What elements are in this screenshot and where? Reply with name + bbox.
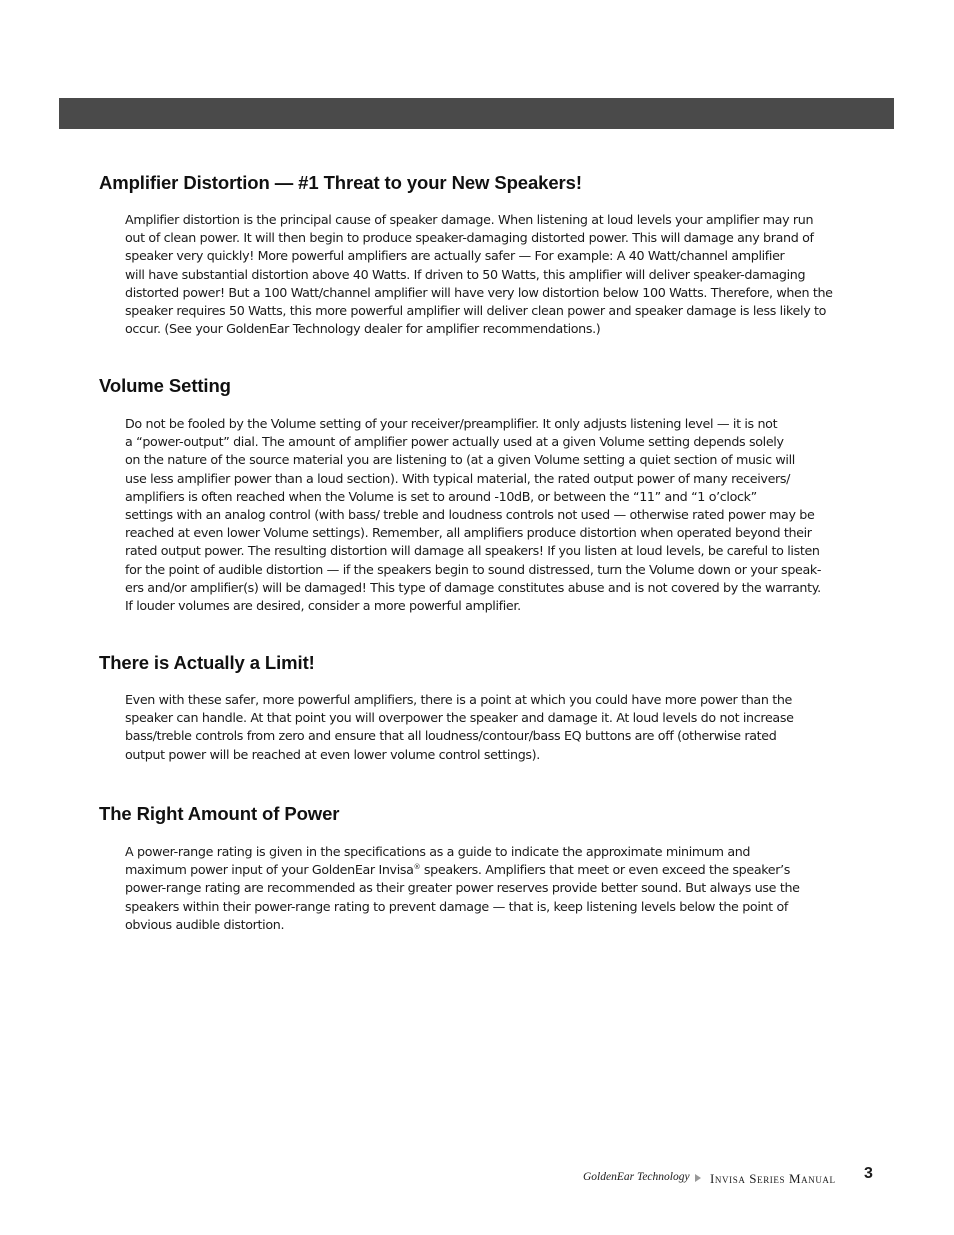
section-heading: The Right Amount of Power xyxy=(99,803,340,824)
body-line: Do not be fooled by the Volume setting of your receiver/preamplifier. It only adjusts listening level — it is not xyxy=(125,416,778,431)
section-body xyxy=(125,211,885,338)
body-line: use less amplifier power than a loud section). With typical material, the rated output power of many receivers/ xyxy=(125,470,791,486)
body-line: occur. (See your GoldenEar Technology dealer for amplifier recommendations.) xyxy=(125,321,601,337)
footer-brand: GoldenEar Technology xyxy=(583,1171,690,1183)
footer-manual-title: Invisa Series Manual xyxy=(710,1171,836,1186)
section-body xyxy=(125,691,885,764)
body-line: speaker requires 50 Watts, this more powerful amplifier will deliver clean power and speaker damage is less likely to xyxy=(125,303,827,319)
section-heading: Amplifier Distortion — #1 Threat to your New Speakers! xyxy=(99,172,582,193)
body-line: If louder volumes are desired, consider a more powerful amplifier. xyxy=(125,598,521,614)
body-line: speakers within their power-range rating to prevent damage — that is, keep listening levels below the point of xyxy=(125,898,789,914)
body-line: rated output power. The resulting distortion will damage all speakers! If you listen at loud levels, be careful to listen xyxy=(125,543,820,559)
body-line: distorted power! But a 100 Watt/channel amplifier will have very low distortion below 100 Watts. Therefore, when the xyxy=(125,284,833,300)
triangle-right-icon xyxy=(695,1174,701,1182)
section-body xyxy=(125,843,885,934)
body-line-end: speakers. Amplifiers that meet or even exceed the speaker’s xyxy=(420,862,791,878)
page-number: 3 xyxy=(864,1165,873,1182)
registered-trademark: ® xyxy=(413,863,421,872)
body-line: out of clean power. It will then begin to produce speaker-damaging distorted power. This will damage any brand of xyxy=(125,230,814,246)
body-line: will have substantial distortion above 40 Watts. If driven to 50 Watts, this amplifier will deliver speaker-damaging xyxy=(125,266,806,282)
body-line: power-range rating are recommended as their greater power reserves provide better sound. But always use the xyxy=(125,880,800,896)
body-line: ers and/or amplifier(s) will be damaged! This type of damage constitutes abuse and is not covered by the warranty. xyxy=(125,579,821,595)
body-line: Even with these safer, more powerful amplifiers, there is a point at which you could have more power than the xyxy=(125,692,792,707)
body-line: settings with an analog control (with bass/ treble and loudness controls not used — otherwise rated power may be xyxy=(125,507,815,523)
body-line-start: maximum power input of your GoldenEar Invisa xyxy=(125,862,414,878)
body-line: Amplifier distortion is the principal cause of speaker damage. When listening at loud levels your amplifier may run xyxy=(125,212,814,227)
section-heading: Volume Setting xyxy=(99,375,231,396)
body-line: reached at even lower Volume settings). Remember, all amplifiers produce distortion when operated beyond their xyxy=(125,525,812,541)
body-line: speaker very quickly! More powerful amplifiers are actually safer — For example: A 40 Watt/channel amplifier xyxy=(125,248,785,264)
body-line: on the nature of the source material you are listening to (at a given Volume setting a quiet section of music will xyxy=(125,452,795,468)
page-footer xyxy=(0,1165,954,1189)
section-heading: There is Actually a Limit! xyxy=(99,652,315,673)
body-line: A power-range rating is given in the specifications as a guide to indicate the approximate minimum and xyxy=(125,844,751,859)
body-line: for the point of audible distortion — if the speakers begin to sound distressed, turn the Volume down or your speak- xyxy=(125,561,822,577)
body-line-with-trademark xyxy=(125,861,885,879)
body-line: bass/treble controls from zero and ensure that all loudness/contour/bass EQ buttons are off (otherwise rated xyxy=(125,728,777,744)
body-line: speaker can handle. At that point you will overpower the speaker and damage it. At loud levels do not increase xyxy=(125,710,794,726)
body-line: output power will be reached at even lower volume control settings). xyxy=(125,746,540,762)
body-line: obvious audible distortion. xyxy=(125,916,285,932)
section-body xyxy=(125,415,885,615)
body-line: amplifiers is often reached when the Volume is set to around -10dB, or between the “11” and “1 o’clock” xyxy=(125,488,757,504)
body-line: a “power-output” dial. The amount of amplifier power actually used at a given Volume setting depends solely xyxy=(125,434,784,450)
header-bar xyxy=(59,98,894,129)
